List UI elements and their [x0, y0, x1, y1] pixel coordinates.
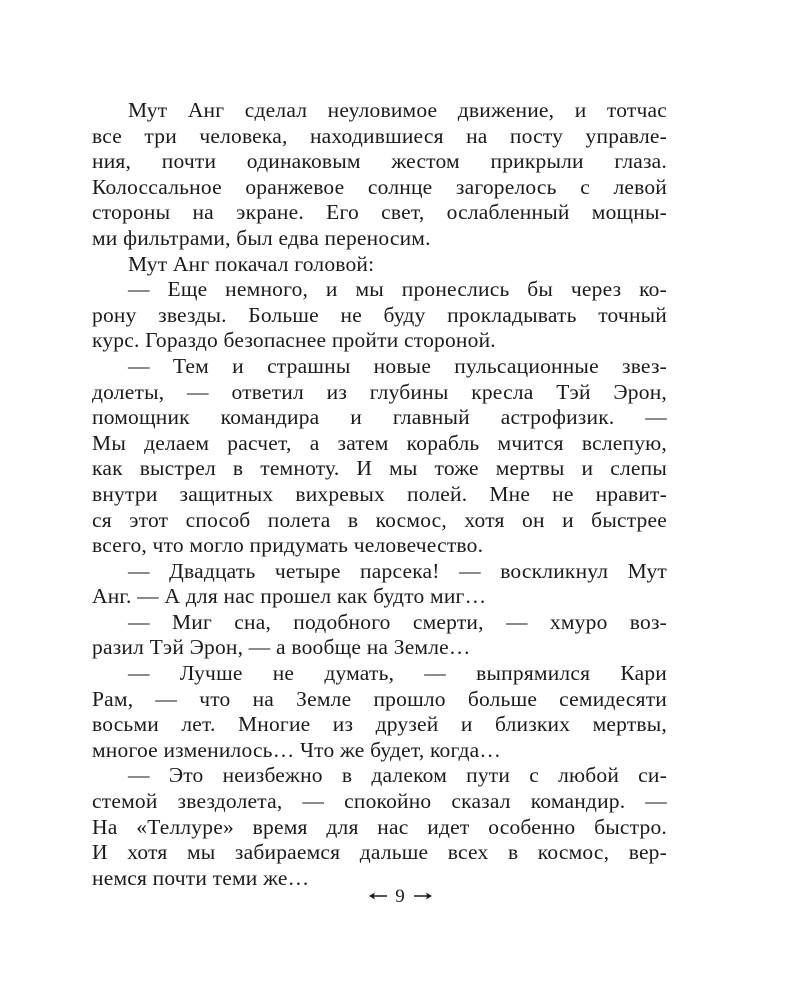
- text-line: Мы делаем расчет, а затем корабль мчится вслепую,: [92, 430, 667, 455]
- text-line: немся почти теми же…: [92, 865, 310, 890]
- text-line: — Двадцать четыре парсека! — воскликнул Мут: [128, 558, 667, 583]
- text-line: как выстрел в темноту. И мы тоже мертвы и слепы: [92, 456, 667, 481]
- text-line: На «Теллуре» время для нас идет особенно быстро.: [92, 814, 667, 839]
- text-line: Мут Анг покачал головой:: [128, 251, 375, 276]
- left-arrow-ornament-icon: [369, 892, 387, 900]
- text-line: внутри защитных вихревых полей. Мне не нравит-: [92, 481, 667, 506]
- text-line: многое изменилось… Что же будет, когда…: [92, 737, 502, 762]
- text-line: — Тем и страшны новые пульсационные звез-: [128, 353, 667, 378]
- text-line: восьми лет. Многие из друзей и близких мертвы,: [92, 712, 667, 737]
- text-line: Анг. — А для нас прошел как будто миг…: [92, 584, 487, 609]
- page-number: 9: [395, 886, 405, 907]
- body-text: [92, 98, 667, 891]
- text-line: ния, почти одинаковым жестом прикрыли глаза.: [92, 149, 667, 174]
- text-line: рону звезды. Больше не буду прокладывать точный: [92, 302, 667, 327]
- text-line: Рам, — что на Земле прошло больше семидесяти: [92, 686, 667, 711]
- page-footer: [0, 886, 800, 908]
- text-line: помощник командира и главный астрофизик. —: [92, 405, 667, 430]
- text-line: — Миг сна, подобного смерти, — хмуро воз-: [128, 609, 667, 634]
- right-arrow-ornament-icon: [414, 892, 432, 900]
- text-line: ми фильтрами, был едва переносим.: [92, 225, 431, 250]
- text-line: долеты, — ответил из глубины кресла Тэй Эрон,: [92, 379, 667, 404]
- text-line: стемой звездолета, — спокойно сказал командир. —: [92, 789, 667, 814]
- text-line: — Еще немного, и мы пронеслись бы через ко-: [128, 277, 667, 302]
- text-line: Колоссальное оранжевое солнце загорелось с левой: [92, 174, 667, 199]
- text-line: И хотя мы забираемся дальше всех в космос, вер-: [92, 840, 667, 865]
- text-line: всего, что могло придумать человечество.: [92, 533, 484, 558]
- text-line: — Лучше не думать, — выпрямился Кари: [128, 661, 667, 686]
- text-line: все три человека, находившиеся на посту управле-: [92, 123, 667, 148]
- text-line: — Это неизбежно в далеком пути с любой си-: [128, 763, 667, 788]
- text-line: стороны на экране. Его свет, ослабленный мощны-: [92, 200, 667, 225]
- text-line: Мут Анг сделал неуловимое движение, и тотчас: [128, 98, 667, 122]
- text-line: разил Тэй Эрон, — а вообще на Земле…: [92, 635, 471, 660]
- text-line: курс. Гораздо безопаснее пройти стороной.: [92, 328, 496, 353]
- text-line: ся этот способ полета в космос, хотя он и быстрее: [92, 507, 667, 532]
